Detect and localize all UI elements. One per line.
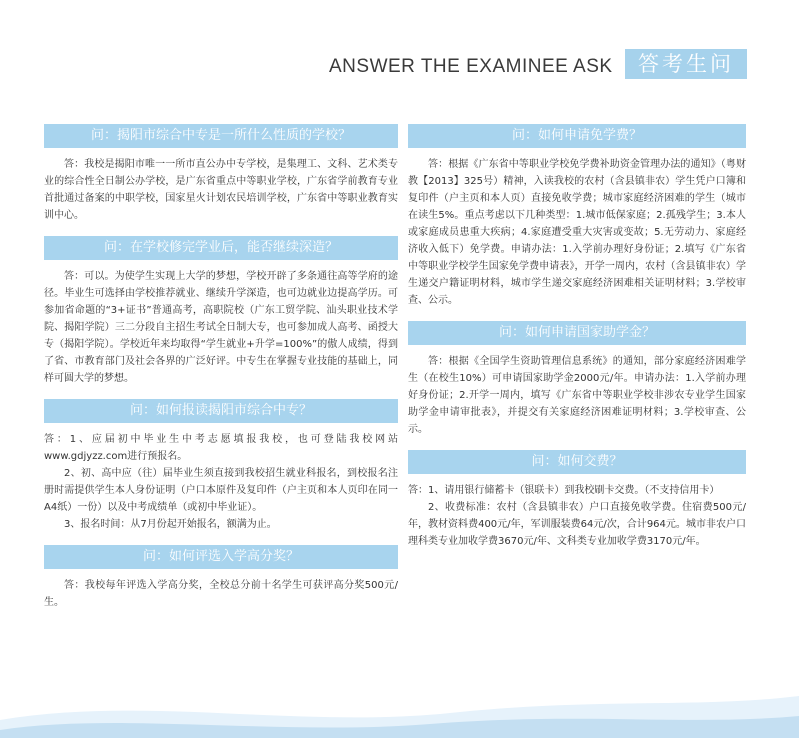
faq-question: 问：在学校修完学业后，能否继续深造？: [44, 236, 398, 260]
faq-answer: 答：我校每年评选入学高分奖，全校总分前十名学生可获评高分奖500元/生。: [44, 580, 398, 608]
faq-section: [44, 545, 398, 611]
decorative-wave: [0, 690, 799, 738]
header-english-title: ANSWER THE EXAMINEE ASK: [329, 56, 613, 77]
faq-answer: 答：根据《广东省中等职业学校免学费补助资金管理办法的通知》（粤财教【2013】325号）精神，入读我校的农村（含县镇非农）学生凭户口簿和复印件（户主页和本人页）直接免收学费；城市家庭经济困难的学生（城市在读生5%。重点考虑以下几种类型：1.城市低保家庭；2.孤残学生；3.本人或家庭成员患重大疾病；4.家庭遭受重大灾害或变故；5.无劳动力、家庭经济收入低下）免学费。申请办法：1.入学前办理好身份证；2.填写《广东省中等职业学校学生国家免学费申请表》，开学一周内，农村（含县镇非农）学生递交户籍证明材料，城市学生递交家庭经济困难相关证明材料；3.学校审查、公示。: [408, 159, 746, 306]
header-chinese-title: 答考生问: [625, 49, 747, 79]
left-column: [44, 124, 398, 623]
faq-question: 问：如何申请国家助学金？: [408, 321, 746, 345]
faq-section: [408, 124, 746, 309]
faq-answer: 答：可以。为使学生实现上大学的梦想，学校开辟了多条通往高等学府的途径。毕业生可选择由学校推荐就业、继续升学深造，也可边就业边提高学历。可参加省命题的“3+证书”普通高考，高职院校（广东工贸学院、汕头职业技术学院、揭阳学院）三二分段自主招生考试全日制大专，也可参加成人高考、函授大专（揭阳学院）。学校近年来均取得“学生就业+升学=100%”的傲人成绩，得到了省、市教育部门及社会各界的广泛好评。中专生在掌握专业技能的基础上，同样可圆大学的梦想。: [44, 271, 398, 384]
faq-section: [44, 236, 398, 387]
faq-answer: 答：1、请用银行储蓄卡（银联卡）到我校刷卡交费。（不支持信用卡）: [408, 485, 720, 496]
faq-answer: 2、初、高中应（往）届毕业生须直接到我校招生就业科报名，到校报名注册时需提供学生本人身份证明（户口本原件及复印件（户主页和本人页印在同一A4纸）一份）以及中考成绩单（或初中毕业证）。: [44, 468, 398, 513]
faq-answer: 答：1、应届初中毕业生中考志愿填报我校，也可登陆我校网站www.gdjyzz.com进行预报名。: [44, 434, 398, 462]
faq-answer: 3、报名时间：从7月份起开始报名，额满为止。: [64, 519, 277, 530]
faq-answer: 答：我校是揭阳市唯一一所市直公办中专学校，是集理工、文科、艺术类专业的综合性全日制公办学校，是广东省重点中等职业学校，广东省学前教育专业首批通过备案的中职学校，国家星火计划农民培训学校，广东省中等职业教育实训中心。: [44, 159, 398, 221]
faq-answer: 答：根据《全国学生资助管理信息系统》的通知，部分家庭经济困难学生（在校生10%）可申请国家助学金2000元/年。申请办法：1.入学前办理好身份证；2.开学一周内，填写《广东省中等职业学校非涉农专业学生国家助学金申请审批表》，并提交有关家庭经济困难证明材料；3.学校审查、公示。: [408, 356, 746, 435]
faq-answer: 2、收费标准：农村（含县镇非农）户口直接免收学费。住宿费500元/年，教材资料费400元/年，军训服装费64元/次，合计964元。城市非农户口理科类专业加收学费3670元/年、文科类专业加收学费3170元/年。: [408, 502, 746, 547]
faq-section: [44, 124, 398, 224]
faq-question: 问：揭阳市综合中专是一所什么性质的学校？: [44, 124, 398, 148]
faq-section: [44, 399, 398, 533]
faq-question: 问：如何交费？: [408, 450, 746, 474]
faq-section: [408, 321, 746, 438]
right-column: [408, 124, 746, 562]
faq-section: [408, 450, 746, 550]
faq-question: 问：如何评选入学高分奖？: [44, 545, 398, 569]
faq-question: 问：如何申请免学费？: [408, 124, 746, 148]
faq-question: 问：如何报读揭阳市综合中专？: [44, 399, 398, 423]
